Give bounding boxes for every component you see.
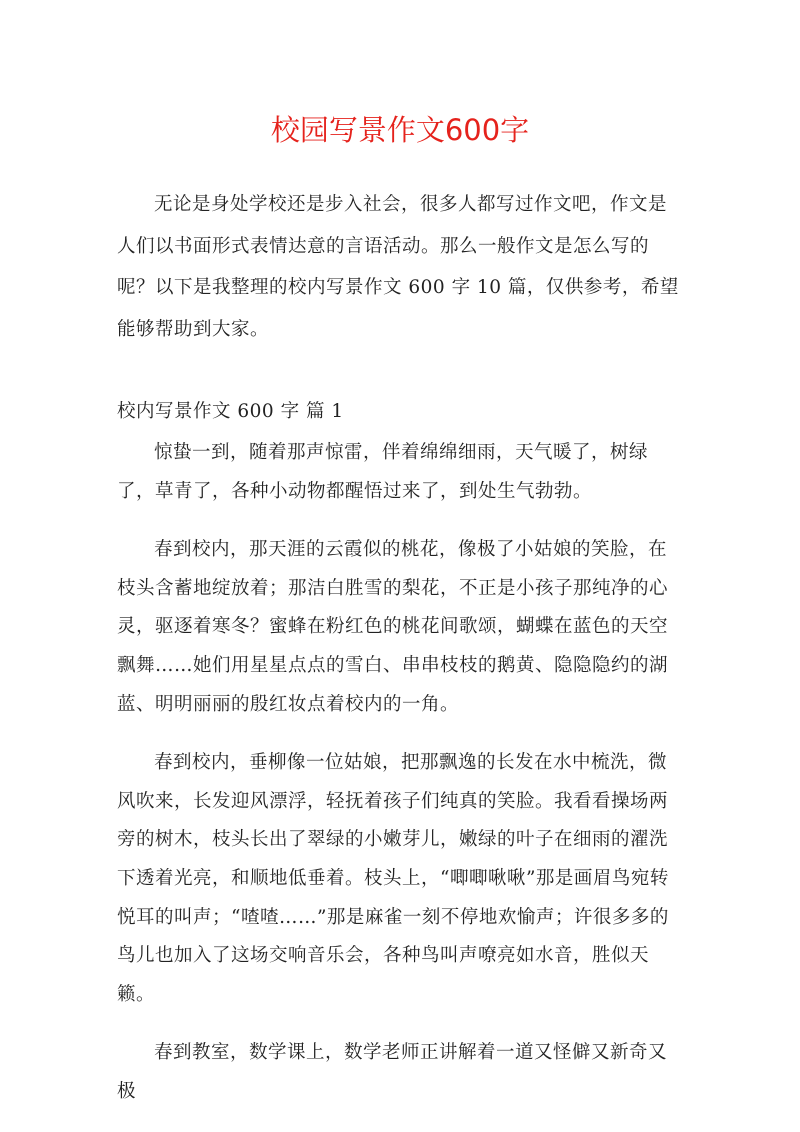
article-paragraph: 春到教室，数学课上，数学老师正讲解着一道又怪僻又新奇又极 [117, 1042, 668, 1102]
intro-paragraph: 无论是身处学校还是步入社会，很多人都写过作文吧，作文是人们以书面形式表情达意的言语活动。那么一般作文是怎么写的呢？以下是我整理的校内写景作文 600 字 10 篇，仅供参考，希望能够帮助到大家。 [117, 194, 679, 340]
article-body [117, 434, 685, 1132]
section-heading: 校内写景作文 600 字 篇 1 [117, 401, 344, 422]
article-paragraph: 春到校内，垂柳像一位姑娘，把那飘逸的长发在水中梳洗，微风吹来，长发迎风漂浮，轻抚着孩子们纯真的笑脸。我看看操场两旁的树木，枝头长出了翠绿的小嫩芽儿，嫩绿的叶子在细雨的濯洗下透着光亮，和顺地低垂着。枝头上，“唧唧啾啾”那是画眉鸟宛转悦耳的叫声；“喳喳……”那是麻雀一刻不停地欢愉声；许很多多的鸟儿也加入了这场交响音乐会，各种鸟叫声嘹亮如水音，胜似天籁。 [117, 752, 669, 1005]
document-title: 校园写景作文600字 [270, 113, 530, 147]
article-paragraph: 春到校内，那天涯的云霞似的桃花，像极了小姑娘的笑脸，在枝头含蓄地绽放着；那洁白胜雪的梨花，不正是小孩子那纯净的心灵，驱逐着寒冬？蜜蜂在粉红色的桃花间歌颂，蝴蝶在蓝色的天空飘舞……她们用星星点点的雪白、串串枝枝的鹅黄、隐隐隐约的湖蓝、明明丽丽的殷红妆点着校内的一角。 [117, 539, 669, 715]
article-paragraph: 惊蛰一到，随着那声惊雷，伴着绵绵细雨，天气暖了，树绿了，草青了，各种小动物都醒悟过来了，到处生气勃勃。 [117, 442, 649, 502]
